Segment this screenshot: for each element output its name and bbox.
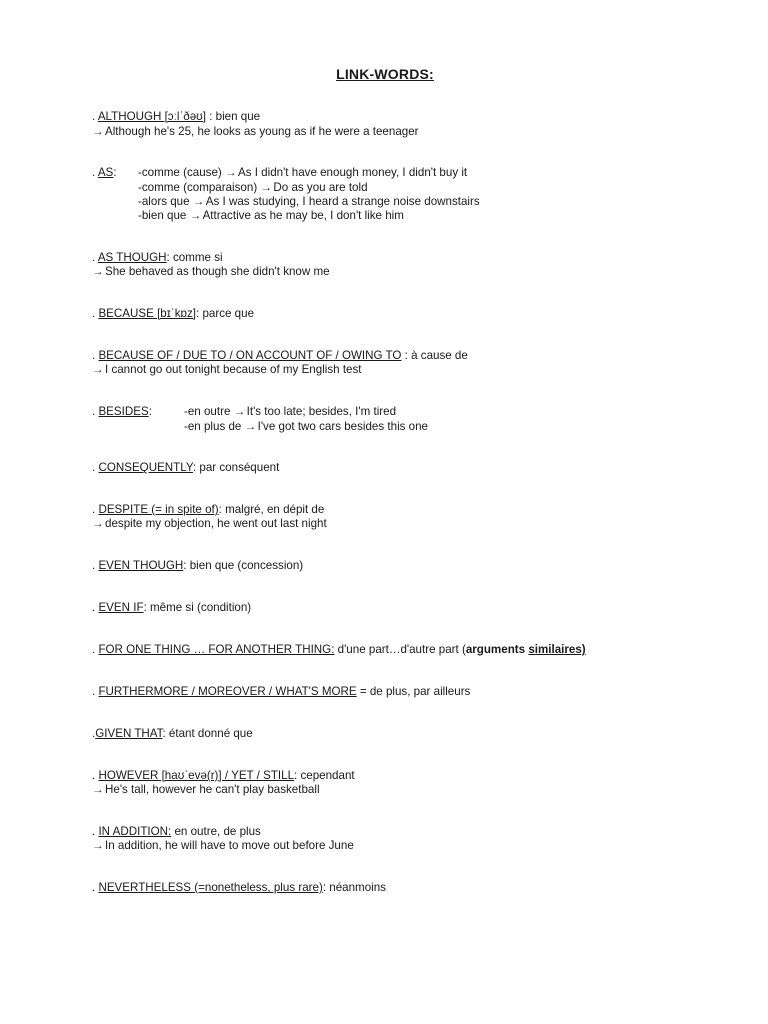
meaning-although: : bien que [205,110,261,123]
term-consequently: CONSEQUENTLY [98,461,193,474]
entry-however-example: →He's tall, however he can't play basketball [92,783,320,796]
term-as: AS [97,166,114,179]
term-for-one-thing: FOR ONE THING … FOR ANOTHER THING: [98,643,335,656]
arrow-right-icon: → [233,405,246,418]
term-as-though: AS THOUGH [97,251,167,264]
entry-nevertheless-heading: . NEVERTHELESS (=nonetheless, plus rare): néanmoins [92,881,386,894]
term-even-if: EVEN IF [98,601,144,614]
arrow-right-icon: → [92,839,104,852]
entry-besides-heading: . BESIDES: [92,405,152,418]
entry-despite-heading: . DESPITE (= in spite of): malgré, en dépit de [92,503,325,516]
term-although: ALTHOUGH [ɔːlˈðəʊ] [97,110,206,123]
entry-given-that-heading: .GIVEN THAT: étant donné que [92,727,253,740]
term-in-addition: IN ADDITION: [98,825,172,838]
arrow-right-icon: → [92,125,104,138]
entry-furthermore-heading: . FURTHERMORE / MOREOVER / WHAT'S MORE = de plus, par ailleurs [92,685,471,698]
entry-consequently-heading: . CONSEQUENTLY: par conséquent [92,461,280,474]
entry-because-of-example: →I cannot go out tonight because of my English test [92,363,362,376]
entry-as-sense-2: -comme (comparaison) →Do as you are told [138,181,368,194]
arrow-right-icon: → [244,420,257,433]
entry-although-heading: . ALTHOUGH [ɔːlˈðəʊ] : bien que [92,110,261,123]
term-because: BECAUSE [bɪˈkɒz] [98,307,197,320]
term-even-though: EVEN THOUGH [98,559,184,572]
entry-although-example: →Although he's 25, he looks as young as if he were a teenager [92,125,419,138]
entry-even-if-heading: . EVEN IF: même si (condition) [92,601,252,614]
entry-however-heading: . HOWEVER [haʊˈevə(r)] / YET / STILL: cependant [92,769,355,782]
arrow-right-icon: → [92,265,104,278]
entry-for-one-thing-heading: . FOR ONE THING … FOR ANOTHER THING: d'une part…d'autre part (arguments similaires) [92,643,586,656]
term-however: HOWEVER [haʊˈevə(r)] / YET / STILL [98,769,295,782]
entry-besides-sense-2: -en plus de →I've got two cars besides this one [184,420,429,433]
term-furthermore: FURTHERMORE / MOREOVER / WHAT'S MORE [98,685,357,698]
arrow-right-icon: → [92,517,104,530]
arrow-right-icon: → [192,195,205,208]
arrow-right-icon: → [92,783,104,796]
entry-as-sense-3: -alors que →As I was studying, I heard a strange noise downstairs [138,195,480,208]
term-besides: BESIDES [98,405,149,418]
entry-as-heading: . AS: [92,166,117,179]
page-title: LINK-WORDS: [336,66,434,82]
entry-despite-example: →despite my objection, he went out last night [92,517,327,530]
entry-because-heading: . BECAUSE [bɪˈkɒz]: parce que [92,307,255,320]
entry-as-sense-1: -comme (cause) →As I didn't have enough money, I didn't buy it [138,166,468,179]
term-nevertheless: NEVERTHELESS (=nonetheless, plus rare) [98,881,323,894]
term-given-that: GIVEN THAT [95,727,163,740]
entry-besides-sense-1: -en outre →It's too late; besides, I'm tired [184,405,397,418]
entry-in-addition-example: →In addition, he will have to move out before June [92,839,354,852]
entry-because-of-heading: . BECAUSE OF / DUE TO / ON ACCOUNT OF / OWING TO : à cause de [92,349,468,362]
entry-as-though-heading: . AS THOUGH: comme si [92,251,223,264]
term-because-of: BECAUSE OF / DUE TO / ON ACCOUNT OF / OWING TO [98,349,402,362]
entry-even-though-heading: . EVEN THOUGH: bien que (concession) [92,559,304,572]
entry-as-though-example: →She behaved as though she didn't know me [92,265,330,278]
term-despite: DESPITE (= in spite of) [98,503,219,516]
entry-as-sense-4: -bien que →Attractive as he may be, I don't like him [138,209,404,222]
arrow-right-icon: → [260,181,273,194]
entry-in-addition-heading: . IN ADDITION: en outre, de plus [92,825,261,838]
arrow-right-icon: → [92,363,104,376]
arrow-right-icon: → [224,166,237,179]
arrow-right-icon: → [189,209,202,222]
